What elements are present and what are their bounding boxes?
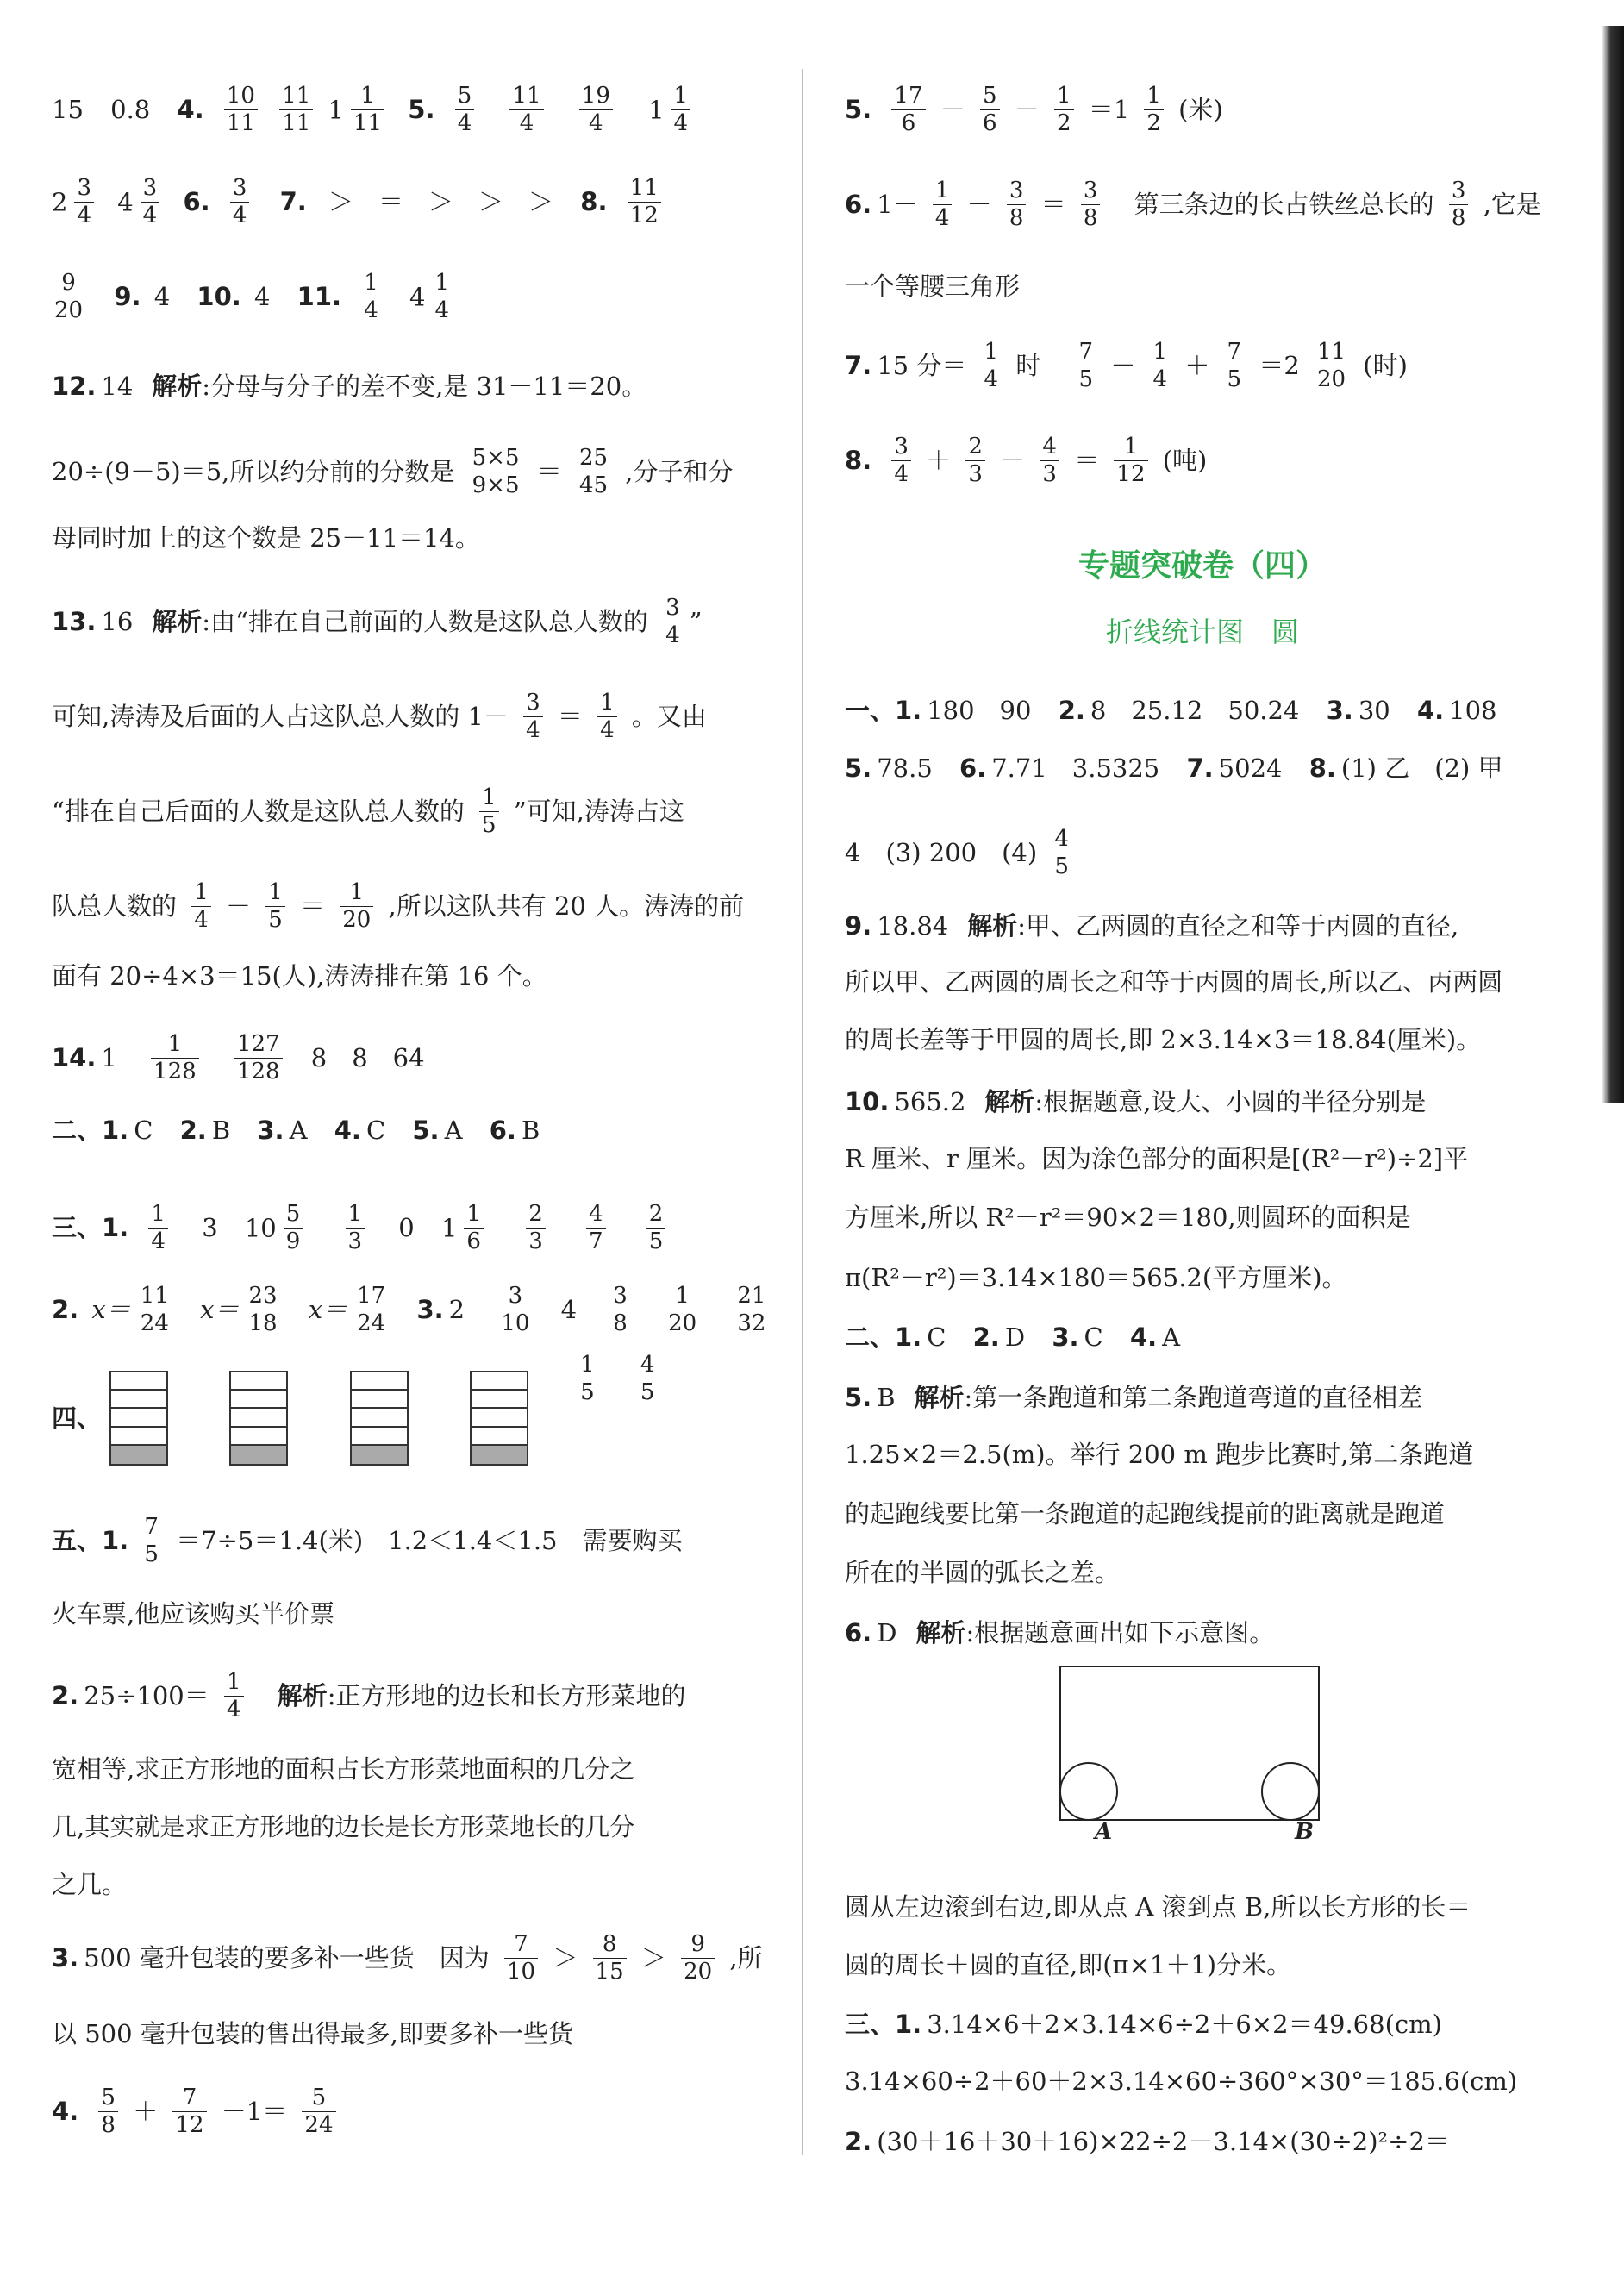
answer-line: “排在自己后面的人数是这队总人数的 $\frac{1}{5}$ ”可知,涛涛占这 — [52, 785, 684, 839]
answer-line: 2. (30＋16＋30＋16)×22÷2－3.14×(30÷2)²÷2＝ — [845, 2126, 1450, 2156]
answer-line: 2. 25÷100＝ $\frac{1}{4}$ 解析:正方形地的边长和长方形菜地的 — [52, 1669, 686, 1723]
answer-line: 4 (3) 200 (4) $\frac{4}{5}$ — [845, 828, 1078, 879]
answer-line: 之几。 — [52, 1870, 128, 1899]
fraction: $\frac{3}{4}$ — [230, 177, 250, 228]
answer-line: 四、 $\frac{1}{5}$ $\frac{4}{5}$ — [52, 1371, 664, 1466]
answer-line: 几,其实就是求正方形地的边长是长方形菜地长的几分 — [52, 1812, 635, 1841]
answer-line: 母同时加上的这个数是 25－11＝14。 — [52, 523, 480, 553]
fraction: $\frac{9}{20}$ — [52, 272, 85, 323]
answer-line: 三、1. $\frac{1}{4}$ 3 10 $\frac{5}{9}$ $\frac{1}{3}$ 0 1 $\frac{1}{6}$ $\frac{2}{3}$ $\frac{4}{7}$ $\frac{2}{5}$ — [52, 1203, 672, 1254]
answer-line: 10. 565.2 解析:根据题意,设大、小圆的半径分别是 — [845, 1086, 1427, 1116]
answer-line: 3.14×60÷2＋60＋2×3.14×60÷360°×30°＝185.6(cm) — [845, 2066, 1518, 2096]
mixed-number: 4 $\frac{1}{4}$ — [409, 272, 459, 323]
answer-line: R 厘米、r 厘米。因为涂色部分的面积是[(R²－r²)÷2]平 — [845, 1144, 1469, 1173]
answer-line: 二、1. C 2. B 3. A 4. C 5. A 6. B — [52, 1115, 540, 1145]
answer-line: 6. 1－ $\frac{1}{4}$ － $\frac{3}{8}$ ＝ $\frac{3}{8}$ 第三条边的长占铁丝总长的 $\frac{3}{8}$ ,它是 — [845, 178, 1541, 232]
answer-line: 五、1. $\frac{7}{5}$ ＝7÷5＝1.4(米) 1.2＜1.4＜1.5 需要购买 — [52, 1514, 683, 1568]
fraction: $\frac{10}{11}$ — [224, 84, 258, 136]
answer-line: 方厘米,所以 R²－r²＝90×2＝180,则圆环的面积是 — [845, 1203, 1411, 1232]
answer-line: 所在的半圆的弧长之差。 — [845, 1558, 1121, 1587]
fraction-diagram — [350, 1371, 409, 1466]
answer-line: 8. $\frac{3}{4}$ ＋ $\frac{2}{3}$ － $\frac{4}{3}$ ＝ $\frac{1}{12}$ (吨) — [845, 434, 1208, 488]
fraction: $\frac{5}{4}$ — [455, 84, 475, 136]
rectangle — [1060, 1666, 1319, 1820]
fraction: $\frac{11}{12}$ — [628, 177, 661, 228]
answer-line: 火车票,他应该购买半价票 — [52, 1599, 335, 1629]
mixed-number: 1 $\frac{1}{11}$ — [328, 84, 392, 136]
answer-line: 以 500 毫升包装的售出得最多,即要多补一些货 — [52, 2019, 574, 2048]
answer-line: 6. D 解析:根据题意画出如下示意图。 — [845, 1617, 1275, 1647]
answer-line: 5. B 解析:第一条跑道和第二条跑道弯道的直径相差 — [845, 1382, 1423, 1412]
fraction: $\frac{19}{4}$ — [579, 84, 613, 136]
rolling-circle-diagram — [1052, 1660, 1327, 1823]
answer-line: 面有 20÷4×3＝15(人),涛涛排在第 16 个。 — [52, 961, 547, 991]
answer-line: 3. 500 毫升包装的要多补一些货 因为 $\frac{7}{10}$ ＞ $\frac{8}{15}$ ＞ $\frac{9}{20}$ ,所 — [52, 1931, 763, 1985]
fraction: $\frac{11}{11}$ — [279, 84, 313, 136]
fraction-diagram — [109, 1371, 168, 1466]
answer-line: 的起跑线要比第一条跑道的起跑线提前的距离就是跑道 — [845, 1499, 1446, 1529]
mixed-number: 2 $\frac{3}{4}$ — [52, 177, 101, 228]
page-binding-edge — [1602, 26, 1624, 1103]
answer-line: 队总人数的 $\frac{1}{4}$ － $\frac{1}{5}$ ＝ $\frac{1}{20}$ ,所以这队共有 20 人。涛涛的前 — [52, 879, 745, 934]
answer-line: 2 $\frac{3}{4}$ 4 $\frac{3}{4}$ 6. $\frac{3}{4}$ 7. ＞ ＝ ＞ ＞ ＞ 8. $\frac{11}{12}$ — [52, 177, 668, 228]
answer-line: 5. $\frac{17}{6}$ － $\frac{5}{6}$ － $\frac{1}{2}$ ＝1 $\frac{1}{2}$ (米) — [845, 83, 1223, 137]
point-label-B: B — [1295, 1819, 1314, 1845]
answer-line: 7. 15 分＝ $\frac{1}{4}$ 时 $\frac{7}{5}$ － $\frac{1}{4}$ ＋ $\frac{7}{5}$ ＝2 $\frac{11}{20}$ (时) — [845, 339, 1408, 393]
answer-line: 2. x＝ $\frac{11}{24}$ x＝ $\frac{23}{18}$ x＝ $\frac{17}{24}$ 3. 2 $\frac{3}{10}$ 4 $\frac{3}{8}$ $\frac{1}{20}$ $\frac{21}{32}$ — [52, 1285, 775, 1336]
answer-line: 二、1. C 2. D 3. C 4. A — [845, 1322, 1181, 1352]
answer-line: 可知,涛涛及后面的人占这队总人数的 1－ $\frac{3}{4}$ ＝ $\frac{1}{4}$ 。又由 — [52, 690, 707, 744]
mixed-number: 4 $\frac{3}{4}$ — [117, 177, 166, 228]
circle-at-B — [1262, 1763, 1319, 1820]
point-label-A: A — [1095, 1819, 1113, 1845]
answer-line: 所以甲、乙两圆的周长之和等于丙圆的周长,所以乙、丙两圆 — [845, 967, 1503, 997]
answer-line: 宽相等,求正方形地的面积占长方形菜地面积的几分之 — [52, 1754, 635, 1784]
answer-line: 12. 14 解析:分母与分子的差不变,是 31－11＝20。 — [52, 371, 647, 401]
circle-at-A — [1060, 1763, 1117, 1820]
answer-line: 三、1. 3.14×6＋2×3.14×6÷2＋6×2＝49.68(cm) — [845, 2009, 1442, 2039]
answer-line: 14. 1 $\frac{1}{128}$ $\frac{127}{128}$ 8 8 64 — [52, 1031, 425, 1085]
answer-line: 一、1. 180 90 2. 8 25.12 50.24 3. 30 4. 108 — [845, 695, 1497, 725]
mixed-number: 1 $\frac{1}{4}$ — [648, 84, 697, 136]
answer-line: 的周长差等于甲圆的周长,即 2×3.14×3＝18.84(厘米)。 — [845, 1025, 1482, 1054]
answer-line: 圆的周长＋圆的直径,即(π×1＋1)分米。 — [845, 1950, 1292, 1979]
answer-line: 20÷(9－5)＝5,所以约分前的分数是 $\frac{5\times 5}{9\times 5}$ ＝ $\frac{25}{45}$ ,分子和分 — [52, 445, 734, 499]
answer-line: $\frac{9}{20}$ 9. 4 10. 4 11. $\frac{1}{4}$ 4 $\frac{1}{4}$ — [52, 272, 467, 323]
answer-line: 13. 16 解析:由“排在自己前面的人数是这队总人数的 $\frac{3}{4}$ ” — [52, 595, 703, 649]
answer-line: π(R²－r²)＝3.14×180＝565.2(平方厘米)。 — [845, 1263, 1347, 1292]
section-subtitle: 折线统计图 圆 — [1105, 616, 1299, 648]
answer-line: 9. 18.84 解析:甲、乙两圆的直径之和等于丙圆的直径, — [845, 910, 1459, 941]
fraction-diagram — [229, 1371, 288, 1466]
answer-line: 圆从左边滚到右边,即从点 A 滚到点 B,所以长方形的长＝ — [845, 1892, 1471, 1922]
column-divider — [802, 69, 803, 2155]
fraction: $\frac{11}{4}$ — [509, 84, 543, 136]
answer-line: 1.25×2＝2.5(m)。举行 200 m 跑步比赛时,第二条跑道 — [845, 1440, 1474, 1469]
answer-line: 一个等腰三角形 — [845, 272, 1021, 301]
fraction: $\frac{1}{4}$ — [361, 272, 381, 323]
answer-line: 5. 78.5 6. 7.71 3.5325 7. 5024 8. (1) 乙 (2) 甲 — [845, 753, 1503, 783]
section-title: 专题突破卷（四） — [1077, 548, 1327, 584]
fraction-diagram — [470, 1371, 528, 1466]
answer-line: 15 0.8 4. $\frac{10}{11}$ $\frac{11}{11}$ 1 $\frac{1}{11}$ 5. $\frac{5}{4}$ $\frac{11}{4}$ $\frac{19}{4}$ 1 $\frac{1}{4}$ — [52, 84, 706, 136]
answer-line: 4. $\frac{5}{8}$ ＋ $\frac{7}{12}$ －1＝ $\frac{5}{24}$ — [52, 2086, 343, 2138]
